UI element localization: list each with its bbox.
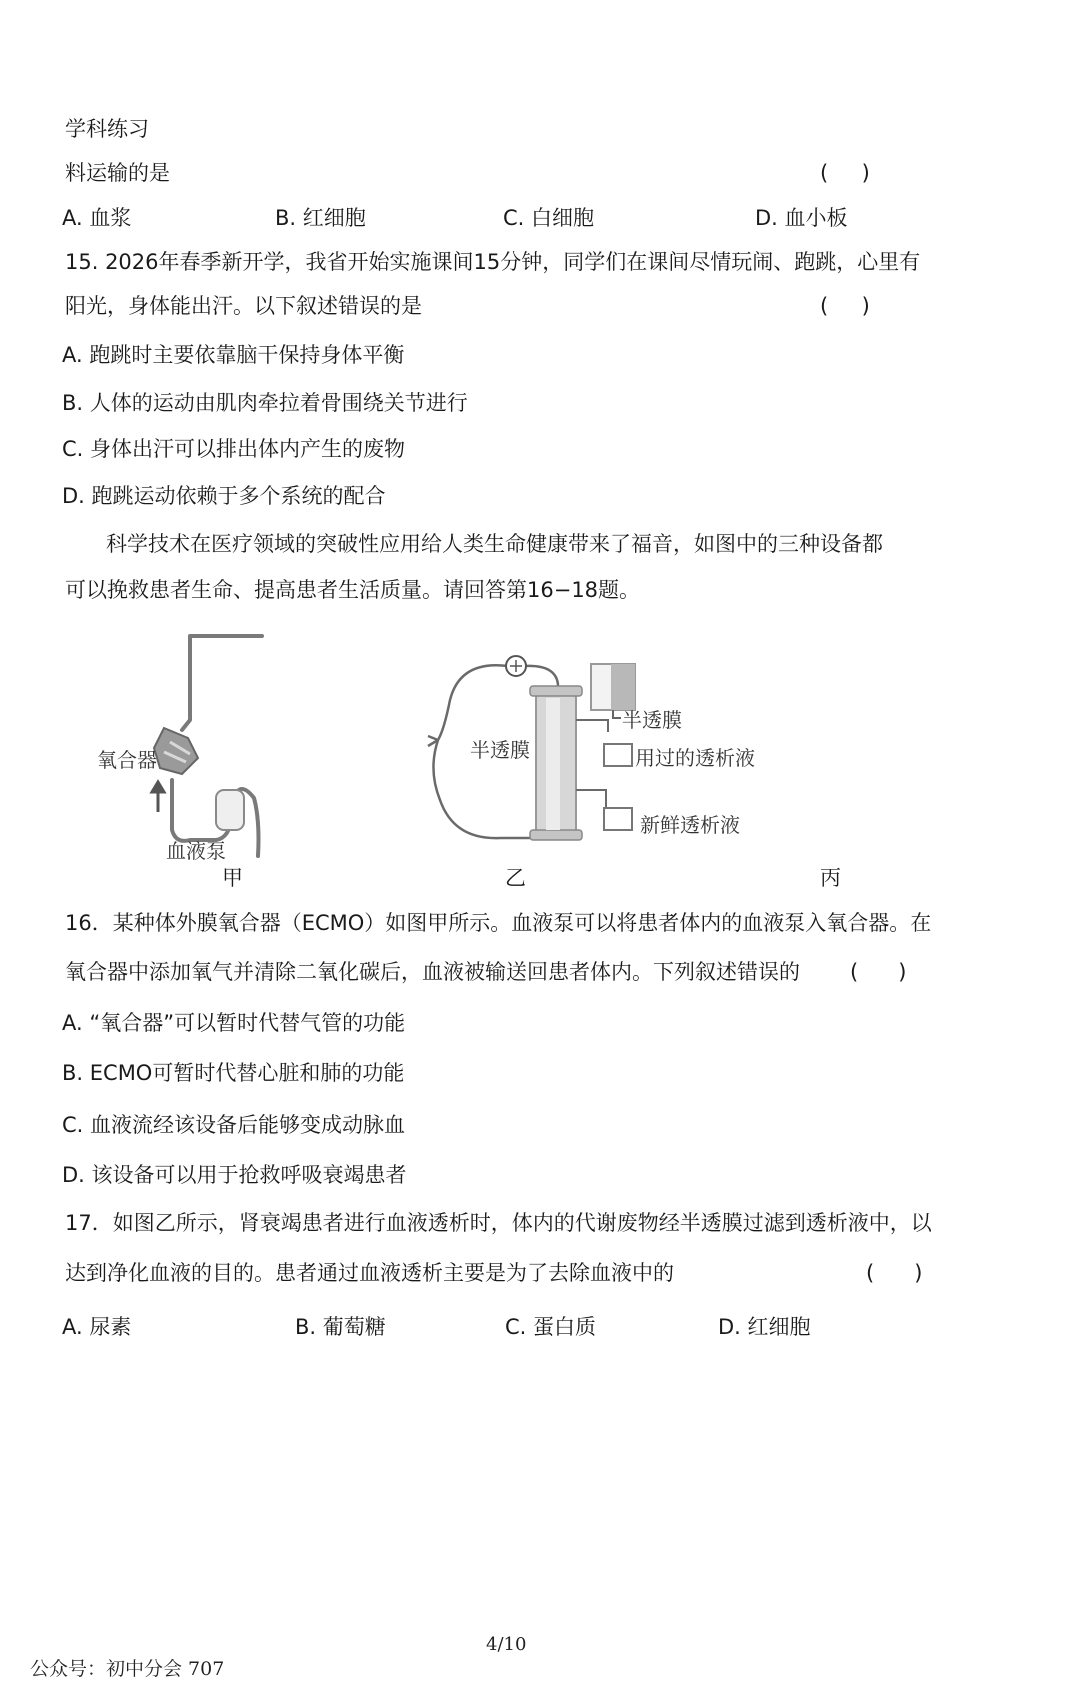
intro-line2: 可以挽救患者生命、提高患者生活质量。请回答第16−18题。 — [65, 578, 641, 602]
q16-stem-line2: 氧合器中添加氧气并清除二氧化碳后，血液被输送回患者体内。下列叙述错误的 — [65, 960, 800, 984]
page-number: 4/10 — [486, 1634, 527, 1655]
q17-option-d: D. 红细胞 — [718, 1315, 811, 1339]
caption-yi: 乙 — [505, 866, 526, 890]
subject-header: 学科练习 — [65, 117, 149, 141]
q15-option-a: A. 跑跳时主要依靠脑干保持身体平衡 — [62, 343, 405, 367]
q17-option-b: B. 葡萄糖 — [295, 1315, 386, 1339]
footer-account: 公众号：初中分会 707 — [30, 1658, 225, 1680]
q15-answer-blank: ( ) — [820, 294, 870, 318]
used-dialysate-label: 用过的透析液 — [635, 746, 755, 770]
q14-option-d: D. 血小板 — [755, 206, 848, 230]
caption-jia: 甲 — [222, 866, 243, 890]
q16-option-d: D. 该设备可以用于抢救呼吸衰竭患者 — [62, 1163, 407, 1187]
oxygenator-label: 氧合器 — [97, 748, 157, 772]
q15-option-d: D. 跑跳运动依赖于多个系统的配合 — [62, 484, 386, 508]
fresh-dialysate-label: 新鲜透析液 — [640, 813, 740, 837]
blood-pump-shape — [216, 790, 244, 830]
used-dialysate-container — [604, 744, 632, 766]
q15-stem-line1: 15. 2026年春季新开学，我省开始实施课间15分钟，同学们在课间尽情玩闹、跑跳，心里有 — [65, 250, 921, 274]
q17-option-c: C. 蛋白质 — [505, 1315, 597, 1339]
q16-option-a: A. “氧合器”可以暂时代替气管的功能 — [62, 1011, 406, 1035]
q14-option-c: C. 白细胞 — [503, 206, 595, 230]
q15-option-c: C. 身体出汗可以排出体内产生的废物 — [62, 437, 406, 461]
oxygenator-shape — [154, 728, 198, 774]
q14-answer-blank: ( ) — [820, 161, 870, 185]
q14-stem: 料运输的是 — [65, 161, 170, 185]
q17-stem-line2: 达到净化血液的目的。患者通过血液透析主要是为了去除血液中的 — [65, 1261, 674, 1285]
q14-option-a: A. 血浆 — [62, 206, 132, 230]
q16-answer-blank: ( ) — [850, 960, 907, 984]
q16-option-b: B. ECMO可暂时代替心脏和肺的功能 — [62, 1061, 405, 1085]
q16-stem-line1: 16．某种体外膜氧合器（ECMO）如图甲所示。血液泵可以将患者体内的血液泵入氧合器。在 — [65, 911, 932, 935]
dialysis-membrane-label: 半透膜 — [470, 738, 530, 762]
q17-answer-blank: ( ) — [866, 1261, 923, 1285]
q14-option-b: B. 红细胞 — [275, 206, 366, 230]
q15-stem-line2: 阳光，身体能出汗。以下叙述错误的是 — [65, 294, 422, 318]
q17-stem-line1: 17．如图乙所示，肾衰竭患者进行血液透析时，体内的代谢废物经半透膜过滤到透析液中，以 — [65, 1211, 932, 1235]
blood-pump-label: 血液泵 — [166, 839, 226, 863]
caption-bing: 丙 — [820, 866, 841, 890]
closeup-membrane-label: 半透膜 — [622, 708, 682, 732]
q17-option-a: A. 尿素 — [62, 1315, 132, 1339]
intro-line1: 科学技术在医疗领域的突破性应用给人类生命健康带来了福音，如图中的三种设备都 — [106, 532, 883, 556]
q16-option-c: C. 血液流经该设备后能够变成动脉血 — [62, 1113, 406, 1137]
q15-option-b: B. 人体的运动由肌肉牵拉着骨围绕关节进行 — [62, 391, 468, 415]
fresh-dialysate-container — [604, 808, 632, 830]
